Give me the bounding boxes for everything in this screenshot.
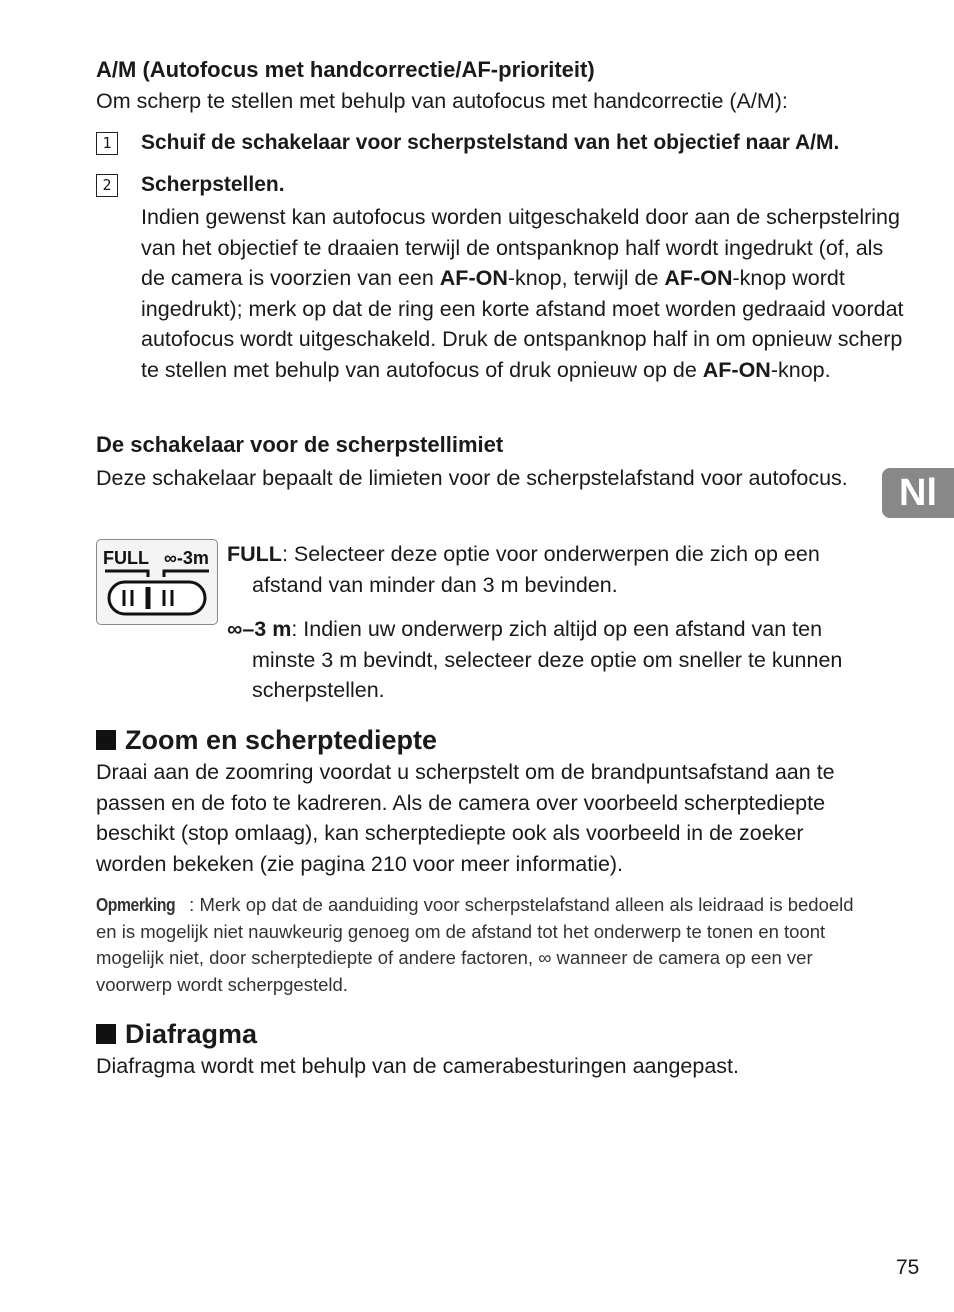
switch-inf-text: ∞-3m — [164, 548, 209, 568]
option-full: FULL: Selecteer deze optie voor onderwerpen die zich op een afstand van minder dan 3 m bevinden. — [227, 542, 820, 597]
focus-limit-switch-icon — [96, 539, 218, 625]
limit-options — [96, 539, 868, 706]
step-1 — [96, 128, 913, 158]
af-on-label: AF-ON — [439, 266, 508, 290]
step-2-title: Scherpstellen. — [141, 173, 285, 196]
am-heading: A/M (Autofocus met handcorrectie/AF-prioriteit) — [96, 57, 595, 82]
step-number-1: 1 — [96, 132, 118, 155]
page-number: 75 — [896, 1256, 920, 1279]
limit-intro: Deze schakelaar bepaalt de limieten voor de scherpstelafstand voor autofocus. — [96, 466, 848, 490]
language-tab: Nl — [882, 468, 954, 518]
step-1-title: Schuif de schakelaar voor scherpstelstand van het objectief naar A/M. — [141, 131, 840, 154]
limit-heading: De schakelaar voor de scherpstellimiet — [96, 432, 504, 457]
aperture-heading: Diafragma — [96, 1017, 868, 1051]
af-on-label: AF-ON — [702, 357, 771, 382]
switch-full-text: FULL — [103, 548, 149, 568]
zoom-note: Opmerking : Merk op dat de aanduiding voor scherpstelafstand alleen als leidraad is bedoeld en is mogelijk niet nauwkeurig genoeg om de afstand tot het onderwerp te tonen en toont mogelijk niet, door scherptediepte of andere factoren, ∞ wanneer de camera op een ver voorwerp wordt scherpgesteld. — [96, 894, 854, 995]
option-infinity-3m: ∞–3 m: Indien uw onderwerp zich altijd op een afstand van ten minste 3 m bevindt, selecteer deze optie om sneller te kunnen scherpstellen. — [227, 617, 843, 702]
section-square-icon — [96, 1024, 116, 1044]
am-intro: Om scherp te stellen met behulp van autofocus met handcorrectie (A/M): — [96, 89, 788, 113]
aperture-body: Diafragma wordt met behulp van de camerabesturingen aangepast. — [96, 1054, 739, 1078]
step-2 — [96, 170, 913, 385]
section-square-icon — [96, 730, 116, 750]
zoom-body: Draai aan de zoomring voordat u scherpstelt om de brandpuntsafstand aan te passen en de foto te kadreren. Als de camera over voorbeeld scherptediepte beschikt (stop omlaag), kan scherptediepte ook als voorbeeld in de zoeker worden bekeken (zie pagina 210 voor meer informatie). — [96, 760, 835, 876]
af-on-label: AF-ON — [664, 266, 733, 290]
zoom-heading: Zoom en scherptediepte — [96, 723, 868, 757]
note-label: Opmerking — [96, 894, 176, 915]
step-2-body: Indien gewenst kan autofocus worden uitgeschakeld door aan de scherpstelring van het objectief te draaien terwijl de ontspanknop half wordt ingedrukt (of, als de camera is voorzien van een AF-ON-knop, terwijl de AF-ON-knop wordt ingedrukt); merk op dat de ring een korte afstand moet worden gedraaid voordat autofocus wordt uitgeschakeld. Druk de ontspanknop half in om opnieuw scherp te stellen met behulp van autofocus of druk opnieuw op de AF-ON-knop. — [141, 205, 904, 382]
step-number-2: 2 — [96, 174, 118, 197]
